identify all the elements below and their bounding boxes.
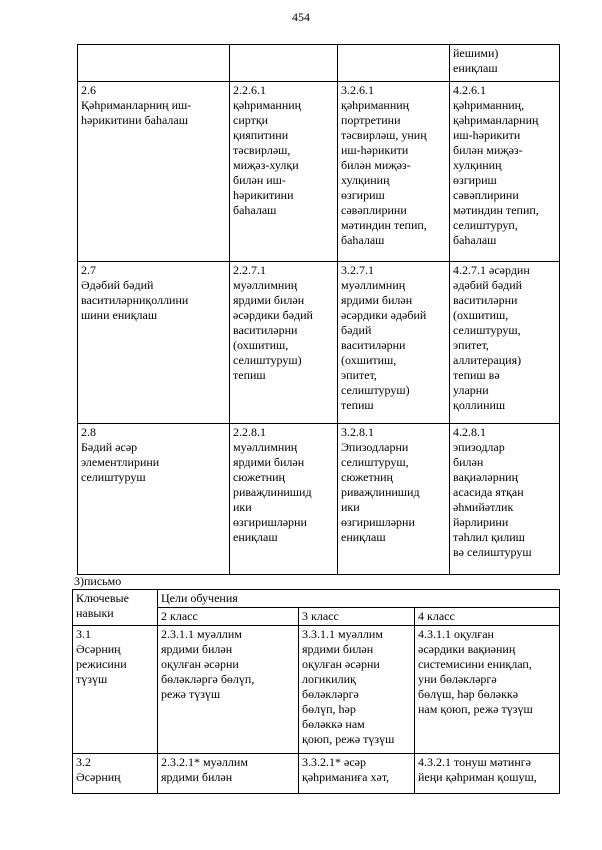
- table-row: [78, 424, 560, 575]
- table-cell: 3.2.7.1 муәллимниң ярдими билән әсәрдики әдәбий бәдий васитиләрни (охшитиш, эпитет, селиштуруш) тепиш: [338, 262, 450, 424]
- table-cell: 4.3.2.1 тонуш мәтингә йеңи қәһриман қошуш,: [415, 754, 560, 794]
- header-grade-4: 4 класс: [415, 608, 560, 626]
- table-cell: 2.2.6.1 қәһриманниң сиртқи қияпитини тәсвирләш, миҗәз-хулқи билән иш- һәрикитини баһалаш: [230, 82, 338, 262]
- table-cell: 4.3.1.1 оқулған әсәрдики вақиәниң системисини ениқлап, уни бөләкләргә бөлүш, һәр бөләккә нам қоюп, режә түзүш: [415, 626, 560, 754]
- table-cell: 2.2.8.1 муәллимниң ярдими билән сюжетниң риваҗлинишид ики өзгиришләрни ениқлаш: [230, 424, 338, 575]
- section-label-writing: 3)письмо: [74, 574, 122, 588]
- table-cell: 2.7 Әдәбий бәдий васитиләрниқоллини шини ениқлаш: [78, 262, 230, 424]
- table-cell: [338, 45, 450, 82]
- table-cell: 2.3.2.1* муәллим ярдими билән: [158, 754, 299, 794]
- table-row: [73, 626, 560, 754]
- table-cell: 3.1 Әсәрниң режисини түзүш: [73, 626, 158, 754]
- table-cell: 3.3.1.1 муәллим ярдими билән оқулған әсәрни логикилиқ бөләкләргә бөлүп, һәр бөләккә нам қоюп, режә түзүш: [299, 626, 415, 754]
- page-number: 454: [292, 10, 310, 24]
- table-row: [73, 754, 560, 794]
- table-cell: 3.2 Әсәрниң: [73, 754, 158, 794]
- table-row: [78, 262, 560, 424]
- learning-goals-table-writing: [72, 589, 560, 794]
- table-cell: 4.2.7.1 әсәрдин әдәбий бәдий васитиләрни (охшитиш, селиштуруш, эпитет, аллитерация) тепиш вә уларни қоллиниш: [450, 262, 560, 424]
- table-cell: 3.2.6.1 қәһриманниң портретини тәсвирләш, униң иш-һәрикити билән миҗәз- хулқиниң өзгириш сәвәплирини мәтиндин тепип, баһалаш: [338, 82, 450, 262]
- table-cell: 2.8 Бәдий әсәр элементлирини селиштуруш: [78, 424, 230, 575]
- table-cell: 4.2.8.1 эпизодлар билән вақиәләрниң асасида ятқан әһмийәтлик йәрлирини тәһлил қилиш вә селиштуруш: [450, 424, 560, 575]
- table-cell: 2.6 Қәһриманларниң иш- һәрикитини баһалаш: [78, 82, 230, 262]
- table-cell: 3.2.8.1 Эпизодларни селиштуруш, сюжетниң риваҗлинишид ики өзгиришләрни ениқлаш: [338, 424, 450, 575]
- table-cell: 3.3.2.1* әсәр қәһриманиға хәт,: [299, 754, 415, 794]
- table-header-row: [73, 590, 560, 608]
- table-cell: [78, 45, 230, 82]
- header-key-skills: Ключевые навыки: [73, 590, 158, 626]
- table-cell: 2.2.7.1 муәллимниң ярдими билән әсәрдики бәдий васитиләрни (охшитиш, селиштуруш) тепиш: [230, 262, 338, 424]
- table-cell: йешими) ениқлаш: [450, 45, 560, 82]
- table-row: [78, 82, 560, 262]
- table-cell: 4.2.6.1 қәһриманниң, қәһриманларниң иш-һәрикити билән миҗәз- хулқиниң өзгириш сәвәплирини мәтиндин тепип, селиштуруп, баһалаш: [450, 82, 560, 262]
- table-cell: [230, 45, 338, 82]
- table-row: [78, 45, 560, 82]
- table-cell: 2.3.1.1 муәллим ярдими билән оқулған әсәрни бөләкләргә бөлүп, режә түзүш: [158, 626, 299, 754]
- header-learning-goals: Цели обучения: [158, 590, 560, 608]
- header-grade-2: 2 класс: [158, 608, 299, 626]
- header-grade-3: 3 класс: [299, 608, 415, 626]
- learning-goals-table-reading: [77, 44, 560, 575]
